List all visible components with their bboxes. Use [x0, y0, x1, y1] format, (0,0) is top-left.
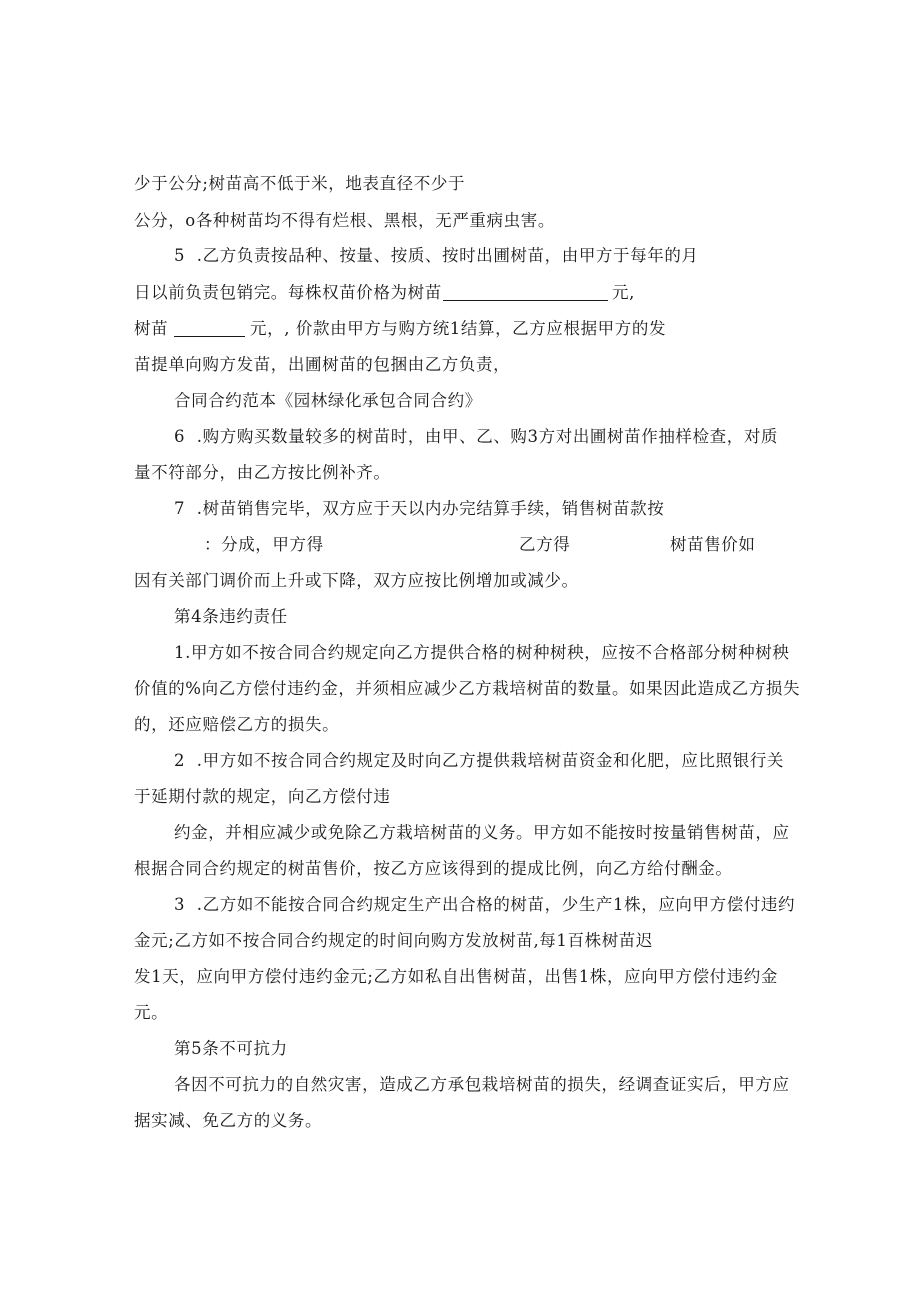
text-line: 价值的%向乙方偿付违约金，并须相应减少乙方栽培树苗的数量。如果因此造成乙方损失 — [134, 679, 801, 698]
section-heading-5: 第5条不可抗力 — [174, 1039, 288, 1058]
text-line: 约金，并相应减少或免除乙方栽培树苗的义务。甲方如不能按时按量销售树苗，应 — [174, 823, 790, 842]
text-line: 根据合同合约规定的树苗售价，按乙方应该得到的提成比例，向乙方给付酬金。 — [134, 859, 733, 878]
text-line: 树苗售价如 — [670, 535, 756, 554]
text-line: 日以前负责包销完。每株权苗价格为树苗 — [134, 283, 442, 302]
clause-3-line: 3 .乙方如不能按合同合约规定生产出合格的树苗，少生产1株，应向甲方偿付违约 — [174, 895, 796, 914]
text-line: 苗提单向购方发苗，出圃树苗的包捆由乙方负责， — [134, 355, 511, 374]
clause-2-line: 2 .甲方如不按合同合约规定及时向乙方提供栽培树苗资金和化肥，应比照银行关 — [174, 751, 785, 770]
clause-7-line: 7 .树苗销售完毕，双方应于天以内办完结算手续，销售树苗款按 — [174, 499, 665, 518]
text-line: 因有关部门调价而上升或下降，双方应按比例增加或减少。 — [134, 571, 579, 590]
contract-reference: 合同合约范本《园林绿化承包合同合约》 — [174, 391, 482, 410]
text-line: 公分，o各种树苗均不得有烂根、黑根，无严重病虫害。 — [134, 211, 555, 230]
text-line: 元，, 价款由甲方与购方统1结算，乙方应根据甲方的发 — [250, 319, 667, 338]
section-heading-4: 第4条违约责任 — [174, 607, 288, 626]
fill-blank — [174, 321, 245, 337]
text-line: 树苗 — [134, 319, 169, 338]
text-line: 元, — [612, 283, 635, 302]
fill-blank — [443, 285, 608, 301]
text-line: 乙方得 — [519, 535, 571, 554]
text-line: 于延期付款的规定，向乙方偿付违 — [134, 787, 391, 806]
clause-5-line: 5 .乙方负责按品种、按量、按质、按时出圃树苗，由甲方于每年的月 — [174, 246, 699, 265]
text-line: 各因不可抗力的自然灾害，造成乙方承包栽培树苗的损失，经调查证实后，甲方应 — [174, 1075, 790, 1094]
text-line: 发1天，应向甲方偿付违约金元;乙方如私自出售树苗，出售1株，应向甲方偿付违约金 — [134, 967, 778, 986]
clause-1-line: 1.甲方如不按合同合约规定向乙方提供合格的树种树秧，应按不合格部分树种树秧 — [174, 643, 790, 662]
text-line: 金元;乙方如不按合同合约规定的时间向购方发放树苗,每1百株树苗迟 — [134, 931, 654, 950]
text-line: 元。 — [134, 1003, 169, 1022]
text-line: 的，还应赔偿乙方的损失。 — [134, 715, 340, 734]
text-line: ：分成，甲方得 — [204, 535, 324, 554]
text-line: 少于公分;树苗高不低于米，地表直径不少于 — [134, 174, 466, 193]
text-line: 量不符部分，由乙方按比例补齐。 — [134, 463, 391, 482]
clause-6-line: 6 .购方购买数量较多的树苗时，由甲、乙、购3方对出圃树苗作抽样检查，对质 — [174, 427, 779, 446]
text-line: 据实减、免乙方的义务。 — [134, 1111, 323, 1130]
